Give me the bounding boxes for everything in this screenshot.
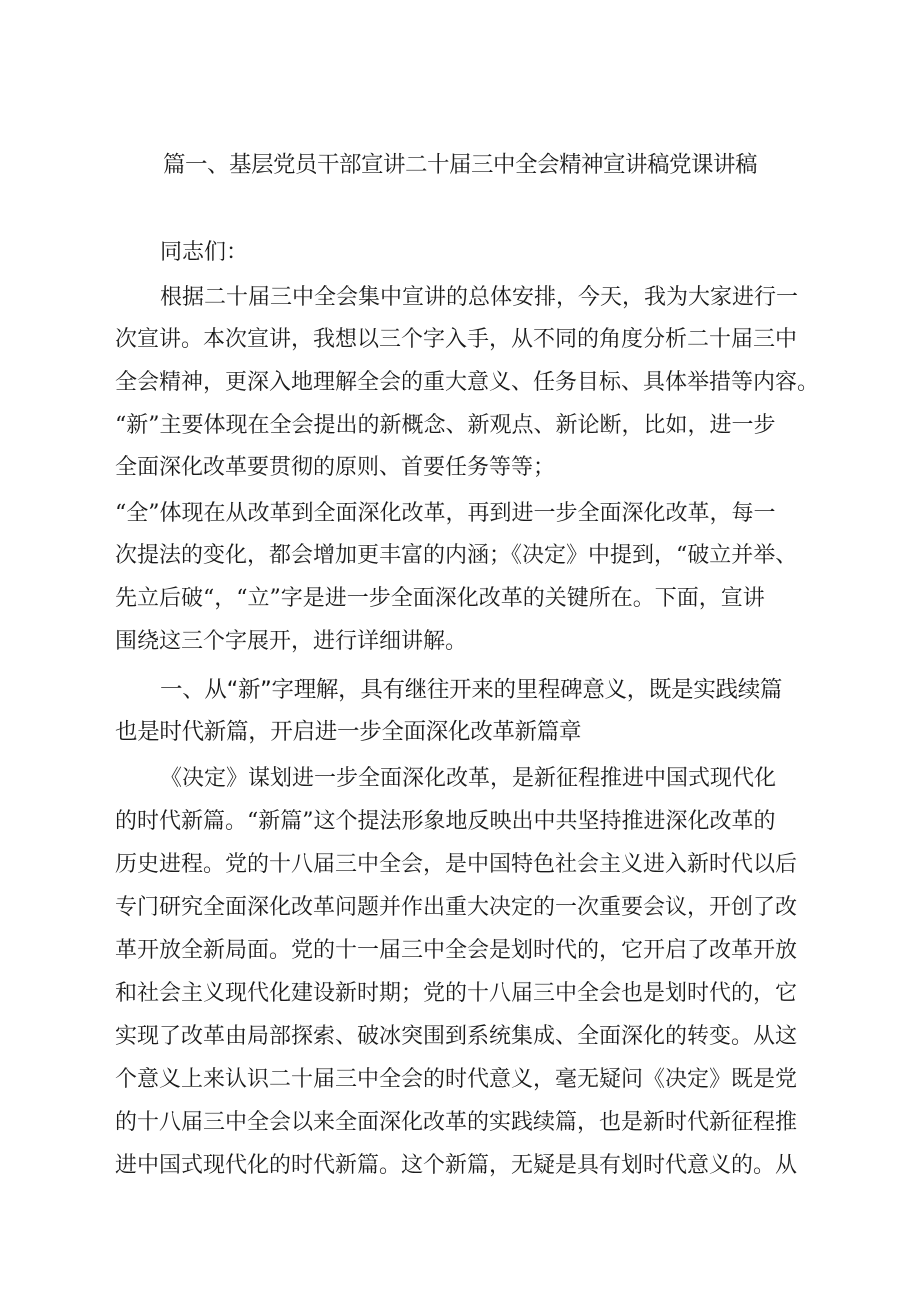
paragraph-3-line: 实现了改革由局部探索、破冰突围到系统集成、全面深化的转变。从这 — [115, 1024, 798, 1049]
salutation: 同志们： — [160, 240, 249, 265]
paragraph-2-line: 围绕这三个字展开，进行详细讲解。 — [115, 629, 468, 654]
paragraph-2-line: 次提法的变化，都会增加更丰富的内涵；《决定》中提到，“破立并举、 — [115, 543, 798, 568]
paragraph-1-line: “新”主要体现在全会提出的新概念、新观点、新论断，比如，进一步 — [115, 413, 776, 438]
section-heading-1-line: 也是时代新篇，开启进一步全面深化改革新篇章 — [115, 719, 582, 745]
paragraph-3-line: 《决定》谋划进一步全面深化改革，是新征程推进中国式现代化 — [160, 766, 777, 791]
paragraph-3-line: 和社会主义现代化建设新时期；党的十八届三中全会也是划时代的，它 — [115, 981, 798, 1006]
paragraph-3-line: 的时代新篇。“新篇”这个提法形象地反映出中共坚持推进深化改革的 — [115, 809, 776, 834]
paragraph-1-line: 全面深化改革要贯彻的原则、首要任务等等； — [115, 455, 556, 480]
paragraph-2-line: 先立后破“，“立”字是进一步全面深化改革的关键所在。下面，宣讲 — [115, 586, 765, 611]
paragraph-2-line: “全”体现在从改革到全面深化改革，再到进一步全面深化改革，每一 — [115, 501, 776, 526]
paragraph-3-line: 进中国式现代化的时代新篇。这个新篇，无疑是具有划时代意义的。从 — [115, 1153, 798, 1178]
paragraph-3-line: 个意义上来认识二十届三中全会的时代意义，毫无疑问《决定》既是党 — [115, 1067, 798, 1092]
paragraph-1-line: 全会精神，更深入地理解全会的重大意义、任务目标、具体举措等内容。 — [115, 370, 820, 395]
section-heading-1-line: 一、从“新”字理解，具有继往开来的里程碑意义，既是实践续篇 — [160, 677, 783, 703]
paragraph-3-line: 历史进程。党的十八届三中全会，是中国特色社会主义进入新时代以后 — [115, 852, 798, 877]
paragraph-3-line: 专门研究全面深化改革问题并作出重大决定的一次重要会议，开创了改 — [115, 895, 798, 920]
paragraph-1-line: 根据二十届三中全会集中宣讲的总体安排，今天，我为大家进行一 — [160, 285, 799, 310]
document-title: 篇一、基层党员干部宣讲二十届三中全会精神宣讲稿党课讲稿 — [162, 152, 757, 178]
paragraph-1-line: 次宣讲。本次宣讲，我想以三个字入手，从不同的角度分析二十届三中 — [115, 327, 798, 352]
paragraph-3-line: 的十八届三中全会以来全面深化改革的实践续篇，也是新时代新征程推 — [115, 1110, 798, 1135]
paragraph-3-line: 革开放全新局面。党的十一届三中全会是划时代的，它开启了改革开放 — [115, 938, 798, 963]
